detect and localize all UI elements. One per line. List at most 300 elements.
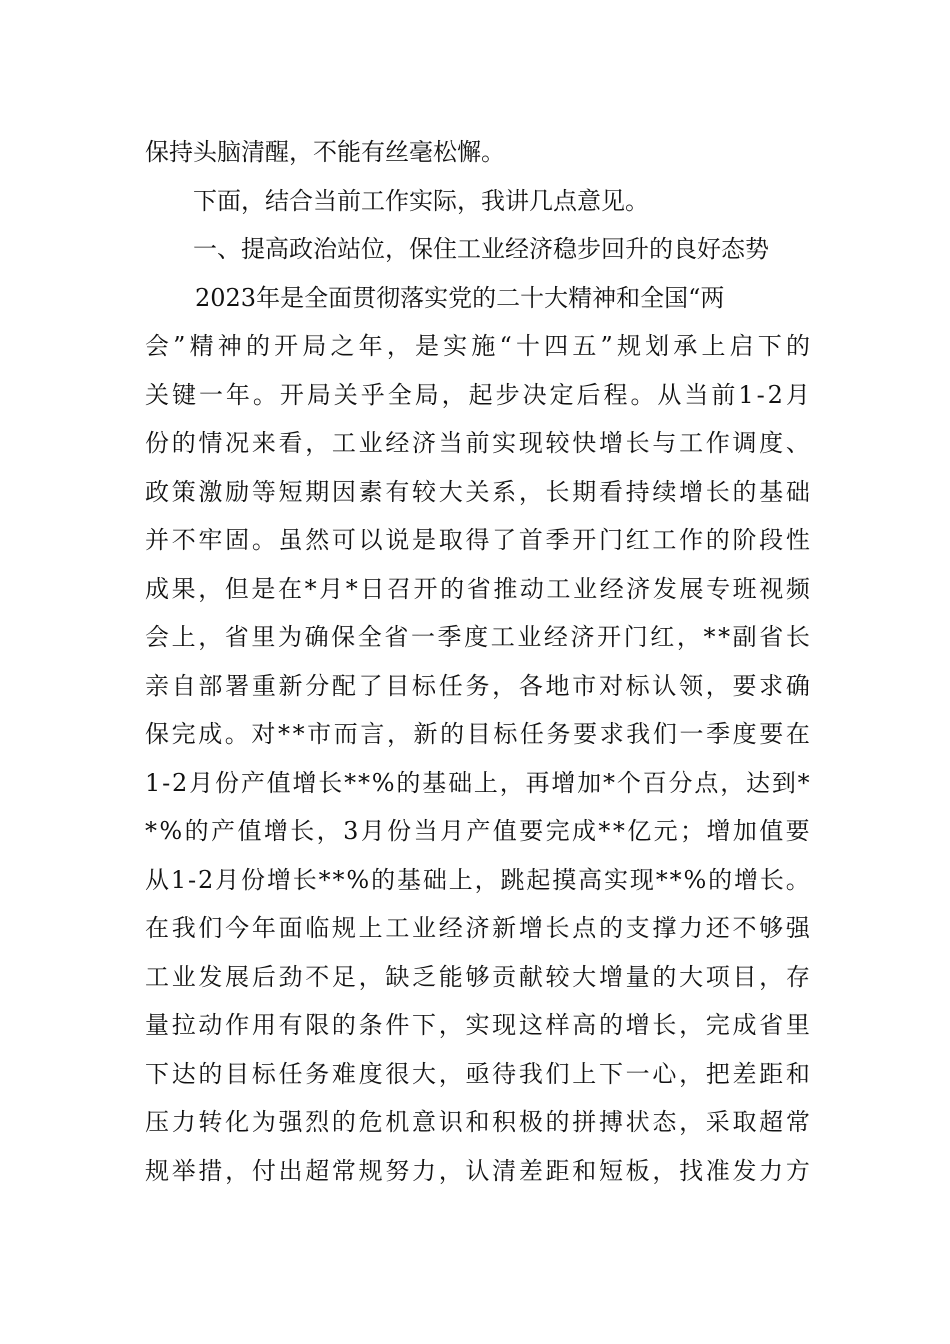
text-char: 一	[625, 1059, 650, 1088]
text-char: 一	[410, 623, 435, 651]
text-char: 省	[759, 1011, 784, 1039]
text-char: 动	[519, 574, 544, 603]
text-char: 然	[305, 526, 330, 554]
text-char: 年	[225, 380, 250, 409]
text-char: 是	[412, 526, 437, 554]
text-char: 力	[412, 1156, 437, 1185]
text-char: 方	[785, 1156, 810, 1185]
text-char: 可	[331, 526, 356, 554]
text-char: 会	[145, 623, 169, 651]
text-char: 起	[468, 380, 493, 409]
text-char: 是	[415, 332, 439, 360]
text-char: 济	[626, 574, 651, 603]
text-char: 后	[576, 380, 601, 409]
text-char: 保	[331, 623, 356, 651]
text-char: ，	[316, 817, 341, 845]
text-line	[145, 710, 810, 759]
text-char: 前	[711, 380, 736, 409]
text-char: 务	[465, 671, 490, 700]
text-char: 份	[241, 865, 266, 894]
text-char: 求	[599, 720, 624, 748]
text-char: ，	[518, 477, 543, 506]
text-char: 前	[465, 429, 490, 457]
text-char: *	[718, 623, 731, 651]
text-char: 压	[145, 1108, 169, 1136]
text-char: 来	[251, 429, 276, 457]
text-char: 超	[759, 1108, 784, 1136]
text-char: ，	[499, 768, 524, 797]
text-char: 采	[705, 1108, 730, 1136]
text-char: ，	[652, 1156, 677, 1185]
text-char: ，	[474, 865, 499, 894]
text-line	[145, 1050, 810, 1099]
text-char: 劲	[278, 962, 303, 991]
text-char: 基	[759, 477, 784, 506]
text-char: %	[371, 768, 395, 797]
text-char: 工	[145, 962, 169, 991]
text-char: 高	[578, 865, 603, 894]
text-char: 神	[217, 332, 242, 360]
text-char: 标	[412, 671, 437, 700]
text-char: 看	[598, 477, 623, 506]
text-char: *	[357, 768, 370, 797]
text-char: 业	[358, 429, 383, 457]
text-char: 长	[290, 817, 315, 845]
text-char: -	[756, 380, 765, 409]
text-char: 之	[330, 332, 355, 360]
text-char: 关	[465, 477, 490, 506]
text-line	[145, 1001, 810, 1050]
text-char: 长	[705, 477, 730, 506]
text-char: 发	[732, 1156, 757, 1185]
text-char: 份	[145, 429, 169, 457]
text-char: 常	[785, 1108, 810, 1136]
text-char: 期	[572, 477, 597, 506]
text-char: 重	[251, 671, 276, 700]
text-char: 目	[385, 671, 410, 700]
text-char: 够	[465, 962, 490, 991]
text-char: 得	[465, 526, 490, 554]
text-char: 任	[438, 671, 463, 700]
text-char: 并	[145, 526, 169, 554]
text-char: 市	[572, 671, 597, 700]
text-char: 份	[214, 768, 239, 797]
text-char: 量	[625, 962, 650, 991]
text-char: 政	[145, 477, 169, 506]
text-char: 度	[732, 720, 757, 748]
text-char: ，	[358, 962, 383, 991]
text-char: 启	[729, 332, 754, 360]
text-char: ，	[225, 1156, 250, 1185]
text-char: 长	[652, 1011, 677, 1039]
text-char: 识	[438, 1108, 463, 1136]
text-char: 月	[215, 865, 240, 894]
text-char: 目	[466, 720, 491, 748]
text-char: ，	[438, 1059, 463, 1088]
text-char: 各	[518, 671, 543, 700]
text-char: 规	[358, 1156, 383, 1185]
text-char: 强	[278, 1108, 303, 1136]
text-char: 很	[385, 1059, 410, 1088]
text-char: 年	[251, 914, 276, 942]
text-char: 为	[277, 623, 302, 651]
text-char: 全	[387, 380, 412, 409]
text-char: 看	[278, 429, 303, 457]
text-char: ”	[600, 332, 613, 360]
text-char: 经	[438, 914, 463, 942]
text-char: 大	[412, 1059, 437, 1088]
text-char: 固	[225, 526, 250, 554]
text-char: 点	[694, 768, 719, 797]
text-char: 的	[331, 1011, 356, 1039]
text-char: 署	[225, 671, 250, 700]
text-char: 2	[172, 768, 188, 797]
text-char: 规	[616, 332, 641, 360]
text-char: 业	[412, 914, 437, 942]
text-char: 增	[706, 817, 731, 845]
text-char: 这	[518, 1011, 543, 1039]
text-char: 季	[437, 623, 462, 651]
text-char: 度	[464, 623, 489, 651]
text-char: 长	[785, 623, 810, 651]
text-char: 实	[443, 332, 468, 360]
text-char: ；	[680, 817, 705, 845]
text-char: 意	[412, 1108, 437, 1136]
text-char: 和	[785, 1059, 810, 1088]
text-char: 件	[385, 1011, 410, 1039]
text-char: 实	[465, 1011, 490, 1039]
text-char: 乏	[412, 962, 437, 991]
text-char: 等	[251, 477, 276, 506]
text-char: 乎	[360, 380, 385, 409]
text-char: 下	[412, 1011, 437, 1039]
text-char: 的	[331, 1108, 356, 1136]
text-char: 的	[732, 477, 757, 506]
text-char: 的	[371, 865, 396, 894]
text-char: 业	[573, 574, 598, 603]
text-char: 。	[630, 380, 655, 409]
text-char: 值	[237, 817, 262, 845]
text-char: 和	[465, 1108, 490, 1136]
text-line	[145, 419, 810, 468]
text-char: ，	[705, 671, 730, 700]
text-char: 成	[732, 1011, 757, 1039]
text-char: 续	[652, 477, 677, 506]
text-char: 频	[785, 574, 810, 603]
text-char: 牢	[198, 526, 223, 554]
text-char: 作	[225, 1011, 250, 1039]
text-char: 拼	[572, 1108, 597, 1136]
text-char: 值	[266, 768, 291, 797]
text-char: 长	[545, 477, 570, 506]
text-char: 力	[679, 914, 704, 942]
text-char: 待	[492, 1059, 517, 1088]
text-char: 动	[198, 1011, 223, 1039]
text-char: 增	[518, 914, 543, 942]
text-char: 标	[625, 671, 650, 700]
text-char: 加	[732, 817, 757, 845]
text-char: 增	[679, 477, 704, 506]
text-char: 上	[572, 1059, 597, 1088]
text-char: 在	[145, 914, 169, 942]
text-char: 付	[251, 1156, 276, 1185]
text-char: 危	[358, 1108, 383, 1136]
text-char: 分	[668, 768, 693, 797]
text-char: *	[603, 768, 616, 797]
text-char: 里	[251, 623, 276, 651]
text-char: 上	[171, 623, 196, 651]
text-char: 下	[145, 1059, 169, 1088]
text-char: 而	[333, 720, 358, 748]
text-char: 差	[518, 1156, 543, 1185]
text-char: 的	[245, 332, 270, 360]
text-char: 的	[598, 914, 623, 942]
text-char: 门	[598, 526, 623, 554]
text-char: 基	[422, 768, 447, 797]
text-line	[145, 759, 810, 808]
text-char: *	[797, 768, 810, 797]
text-char: ，	[676, 623, 701, 651]
text-char: 规	[331, 914, 356, 942]
text-char: 贡	[492, 962, 517, 991]
text-char: 专	[706, 574, 731, 603]
text-char: 会	[145, 332, 169, 360]
text-char: 经	[599, 574, 624, 603]
text-char: 大	[438, 477, 463, 506]
text-char: 任	[519, 720, 544, 748]
text-char: ，	[720, 768, 745, 797]
text-char: 增	[266, 865, 291, 894]
text-char: 月	[360, 817, 385, 845]
text-char: 对	[251, 720, 276, 748]
text-char: 条	[358, 1011, 383, 1039]
text-char: 工	[546, 574, 571, 603]
text-char: ，	[759, 962, 784, 991]
document-body	[145, 128, 810, 1195]
text-char: 在	[277, 574, 302, 603]
text-char: 较	[545, 962, 570, 991]
text-char: 局	[306, 380, 331, 409]
text-char: 副	[732, 623, 757, 651]
text-char: 努	[385, 1156, 410, 1185]
text-char: 首	[518, 526, 543, 554]
text-char: 值	[492, 817, 517, 845]
text-char: 标	[493, 720, 518, 748]
text-char: 说	[385, 526, 410, 554]
text-char: 业	[171, 962, 196, 991]
text-char: 清	[492, 1156, 517, 1185]
text-char: 元	[653, 817, 678, 845]
text-char: 成	[572, 817, 596, 845]
text-char: 虽	[278, 526, 303, 554]
text-char: 找	[679, 1156, 704, 1185]
text-char: 现	[492, 1011, 517, 1039]
text-char: 季	[545, 526, 570, 554]
text-char: 任	[278, 1059, 303, 1088]
text-char: *	[332, 865, 345, 894]
text-char: 的	[396, 768, 421, 797]
text-line	[145, 516, 810, 565]
text-char: 工	[331, 429, 356, 457]
text-char: 市	[307, 720, 332, 748]
text-char: 们	[198, 914, 223, 942]
text-char: %	[346, 865, 370, 894]
text-char: 快	[572, 429, 597, 457]
text-char: 高	[572, 1011, 597, 1039]
text-char: 取	[438, 526, 463, 554]
text-char: 下	[598, 1059, 623, 1088]
text-char: 确	[304, 623, 329, 651]
text-char: 展	[679, 574, 704, 603]
text-char: 强	[785, 914, 810, 942]
text-char: 言	[360, 720, 385, 748]
text-char: 自	[171, 671, 196, 700]
text-char: 度	[358, 1059, 383, 1088]
text-char: 们	[652, 720, 677, 748]
text-char: 要	[519, 817, 544, 845]
text-char: 从	[657, 380, 682, 409]
text-char: 月	[189, 768, 214, 797]
text-char: 亲	[145, 671, 169, 700]
text-char: ，	[305, 429, 330, 457]
text-char: 开	[413, 574, 438, 603]
text-char: 工	[679, 429, 704, 457]
text-char: 还	[705, 914, 730, 942]
text-char: 季	[706, 720, 731, 748]
text-char: 成	[198, 720, 223, 748]
text-char: 当	[438, 429, 463, 457]
text-char: 目	[225, 1059, 250, 1088]
text-char: 们	[545, 1059, 570, 1088]
text-char: 状	[625, 1108, 650, 1136]
text-char: 素	[358, 477, 383, 506]
text-char: 亟	[465, 1059, 490, 1088]
text-char: 月	[319, 574, 344, 603]
text-char: ，	[198, 623, 223, 651]
text-char: 1	[145, 768, 161, 797]
text-char: 的	[708, 865, 733, 894]
text-char: 度	[759, 429, 784, 457]
text-char: 百	[642, 768, 667, 797]
text-char: 项	[705, 962, 730, 991]
text-char: 亿	[627, 817, 652, 845]
text-char: 要	[732, 671, 757, 700]
text-char: 的	[705, 526, 730, 554]
text-char: 新	[413, 720, 438, 748]
text-char: ，	[492, 671, 517, 700]
text-char: 年	[358, 332, 383, 360]
text-char: 激	[198, 477, 223, 506]
text-char: 后	[251, 962, 276, 991]
text-char: 跳	[500, 865, 525, 894]
text-char: ，	[438, 1156, 463, 1185]
text-char: 以	[358, 526, 383, 554]
text-char: 了	[492, 526, 517, 554]
text-char: 取	[732, 1108, 757, 1136]
text-char: 较	[545, 429, 570, 457]
text-char: 月	[785, 380, 810, 409]
text-char: 有	[278, 1011, 303, 1039]
text-char: 样	[545, 1011, 570, 1039]
text-char: 下	[757, 332, 782, 360]
text-char: 局	[414, 380, 439, 409]
text-char: 局	[302, 332, 327, 360]
text-char: 搏	[598, 1108, 623, 1136]
text-char: 业	[517, 623, 542, 651]
text-char: 目	[732, 962, 757, 991]
text-char: 部	[198, 671, 223, 700]
text-char: 与	[652, 429, 677, 457]
text-char: 础	[785, 477, 810, 506]
text-char: 不	[732, 914, 757, 942]
text-char: 达	[171, 1059, 196, 1088]
text-char: 础	[448, 768, 473, 797]
text-char: 不	[171, 526, 196, 554]
text-char: 产	[466, 817, 491, 845]
text-char: 的	[785, 332, 810, 360]
text-char: 临	[305, 914, 330, 942]
text-char: ，	[438, 1011, 463, 1039]
text-char: 。	[785, 865, 810, 894]
text-char: 门	[623, 623, 648, 651]
text-char: 增	[263, 817, 288, 845]
text-char: 配	[331, 671, 356, 700]
text-char: 转	[198, 1108, 223, 1136]
text-char: 举	[171, 1156, 196, 1185]
text-char: 全	[357, 623, 382, 651]
text-char: 划	[645, 332, 670, 360]
text-char: 的	[545, 1108, 570, 1136]
text-char: 十	[515, 332, 540, 360]
text-char: 能	[438, 962, 463, 991]
text-line	[145, 904, 810, 953]
text-char: 作	[705, 429, 730, 457]
text-char: 摸	[552, 865, 577, 894]
text-char: 距	[545, 1156, 570, 1185]
text-char: 务	[546, 720, 571, 748]
text-char: *	[318, 865, 331, 894]
text-char: 化	[225, 1108, 250, 1136]
text-char: %	[159, 817, 183, 845]
text-char: -	[188, 865, 197, 894]
text-char: 红	[625, 526, 650, 554]
text-char: -	[162, 768, 171, 797]
text-char: 常	[331, 1156, 356, 1185]
text-char: 把	[705, 1059, 730, 1088]
text-char: *	[598, 817, 611, 845]
text-char: 今	[225, 914, 250, 942]
text-char: 济	[465, 914, 490, 942]
text-char: ，	[679, 1059, 704, 1088]
text-char: 省	[466, 574, 491, 603]
text-char: 撑	[652, 914, 677, 942]
text-char: 个	[616, 768, 641, 797]
text-char: 经	[543, 623, 568, 651]
text-char: 步	[495, 380, 520, 409]
text-char: 里	[785, 1011, 810, 1039]
text-char: 出	[278, 1156, 303, 1185]
text-line: 下面，结合当前工作实际，我讲几点意见。	[193, 186, 649, 215]
text-line	[145, 807, 810, 856]
text-char: 增	[734, 865, 759, 894]
text-char: 在	[785, 720, 810, 748]
text-char: 现	[518, 429, 543, 457]
text-char: 上	[358, 914, 383, 942]
text-char: 再	[525, 768, 550, 797]
text-char: 求	[759, 671, 784, 700]
text-char: 超	[305, 1156, 330, 1185]
text-char: 施	[471, 332, 496, 360]
